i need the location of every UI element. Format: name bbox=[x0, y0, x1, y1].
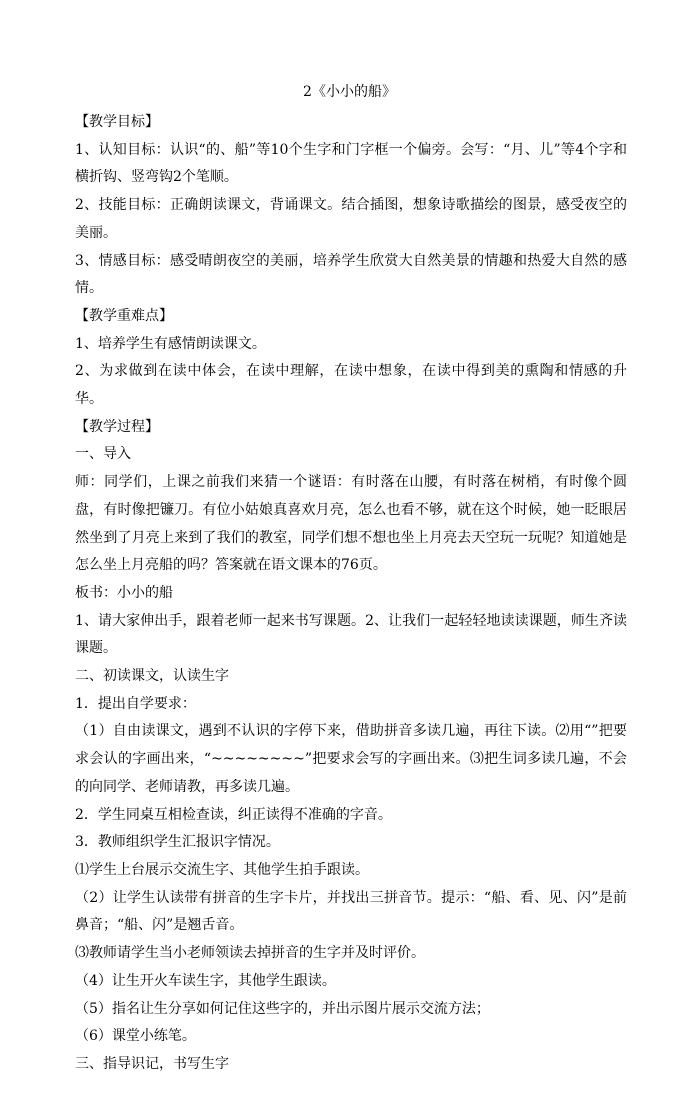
paragraph-little-teacher: ⑶教师请学生当小老师领读去掉拼音的生字并及时评价。 bbox=[75, 945, 425, 962]
paragraph-report-literacy: 3．教师组织学生汇报识字情况。 bbox=[75, 834, 280, 851]
step-heading-first-reading: 二、初读课文，认读生字 bbox=[75, 668, 229, 685]
paragraph-practice: （6）课堂小练笔。 bbox=[75, 1028, 196, 1045]
document-title: 2《小小的船》 bbox=[303, 84, 396, 100]
section-heading-key-points: 【教学重难点】 bbox=[75, 307, 173, 324]
paragraph-free-reading: （1）自由读课文，遇到不认识的字停下来，借助拼音多读几遍，再往下读。⑵用“”把要求会认的字画出来，“~~~~~~~~”把要求会写的字画出来。⑶把生词多读几遍，不会的向同学、老师请教，再多读几遍。 bbox=[75, 723, 627, 795]
step-heading-writing: 三、指导识记，书写生字 bbox=[75, 1055, 229, 1072]
paragraph-train-reading: （4）让生开火车读生字，其他学生跟读。 bbox=[75, 972, 336, 989]
paragraph-skill-goal: 2、技能目标：正确朗读课文，背诵课文。结合插图，想象诗歌描绘的图景，感受夜空的美丽。 bbox=[75, 197, 627, 241]
step-heading-introduction: 一、导入 bbox=[75, 446, 131, 463]
section-heading-process: 【教学过程】 bbox=[75, 418, 159, 435]
section-heading-objectives: 【教学目标】 bbox=[75, 114, 159, 130]
paragraph-cognitive-goal: 1、认知目标：认识“的、船”等10个生字和门字框一个偏旁。会写：“月、儿”等4个字和横折钩、竖弯钩2个笔顺。 bbox=[75, 141, 627, 186]
paragraph-show-characters: ⑴学生上台展示交流生字、其他学生拍手跟读。 bbox=[75, 861, 369, 878]
paragraph-peer-check: 2．学生同桌互相检查读，纠正读得不准确的字音。 bbox=[75, 806, 392, 823]
document-body bbox=[75, 109, 627, 1079]
paragraph-pinyin-cards: （2）让学生认读带有拼音的生字卡片，并找出三拼音节。提示：“船、看、见、闪”是前鼻音；“船、闪”是翘舌音。 bbox=[75, 889, 627, 934]
paragraph-riddle: 师：同学们，上课之前我们来猜一个谜语：有时落在山腰，有时落在树梢，有时像个圆盘，有时像把镰刀。有位小姑娘真喜欢月亮，怎么也看不够，就在这个时候，她一眨眼居然坐到了月亮上来到了我们的教室，同学们想不想也坐上月亮去天空玩一玩呢？知道她是怎么坐上月亮船的吗？答案就在语文课本的76页。 bbox=[75, 474, 627, 574]
paragraph-self-study-requirements: 1．提出自学要求： bbox=[75, 695, 196, 712]
paragraph-key-point-1: 1、培养学生有感情朗读课文。 bbox=[75, 335, 266, 352]
paragraph-write-title: 1、请大家伸出手，跟着老师一起来书写课题。2、让我们一起轻轻地读读课题，师生齐读课题。 bbox=[75, 612, 627, 657]
paragraph-key-point-2: 2、为求做到在读中体会，在读中理解，在读中想象，在读中得到美的熏陶和情感的升华。 bbox=[75, 363, 627, 408]
paragraph-board-writing: 板书：小小的船 bbox=[75, 584, 173, 601]
paragraph-emotion-goal: 3、情感目标：感受晴朗夜空的美丽，培养学生欣赏大自然美景的情趣和热爱大自然的感情。 bbox=[75, 252, 627, 297]
paragraph-share-methods: （5）指名让生分享如何记住这些字的，并出示图片展示交流方法； bbox=[75, 1000, 490, 1017]
